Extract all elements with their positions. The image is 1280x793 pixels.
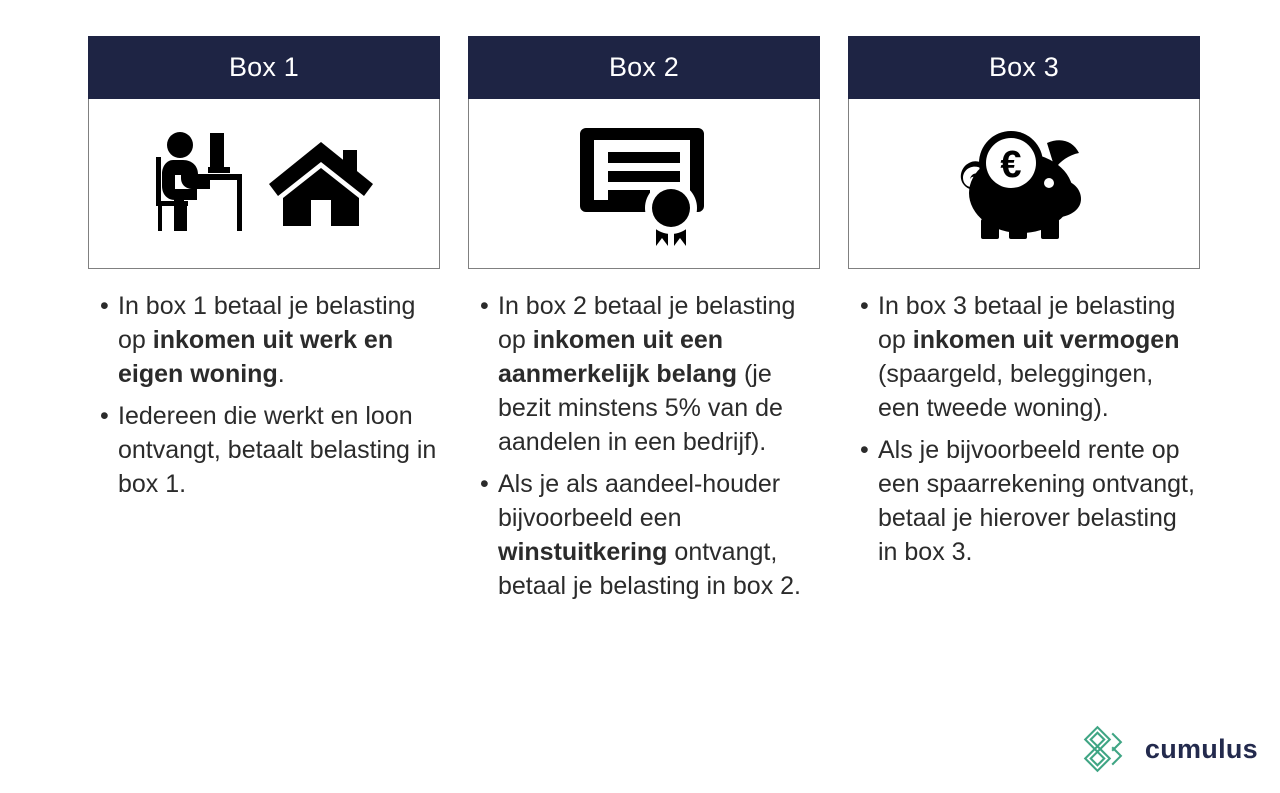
piggy-bank-euro-icon (953, 121, 1095, 247)
box-column-1 (88, 36, 440, 517)
box-bullet-list-1 (88, 289, 440, 501)
bullet-marker-icon: • (480, 292, 489, 320)
bullet-text: Als je bijvoorbeeld rente op een spaarrekening ontvangt, betaal je hierover belasting in box 3. (878, 436, 1195, 566)
bullet-item (88, 399, 440, 501)
bullet-marker-icon: • (100, 402, 109, 430)
bullet-item (848, 289, 1200, 425)
box-icon-group-2 (578, 122, 710, 246)
bullet-text: Als je als aandeel-houder bijvoorbeeld een winstuitkering ontvangt, betaal je belasting in box 2. (498, 470, 801, 600)
bullet-item (468, 289, 820, 459)
box-card-body-2 (468, 99, 820, 269)
box-card-3 (848, 36, 1200, 269)
box-card-body-1 (88, 99, 440, 269)
cumulus-logo (1081, 723, 1258, 775)
box-title-2: Box 2 (608, 52, 680, 82)
box-card-header-3 (848, 36, 1200, 99)
box-title-3: Box 3 (988, 52, 1060, 82)
box-bullet-list-2 (468, 289, 820, 603)
box-bullet-list-3 (848, 289, 1200, 569)
cumulus-logo-mark (1081, 723, 1133, 775)
box-title-1: Box 1 (228, 52, 300, 82)
bullet-marker-icon: • (100, 292, 109, 320)
svg-text:€: € (1000, 143, 1022, 186)
bullet-marker-icon: • (860, 292, 869, 320)
box-icon-group-1 (153, 129, 375, 239)
bullet-text: In box 2 betaal je belasting op inkomen uit een aanmerkelijk belang (je bezit minstens 5% van de aandelen in een bedrijf). (498, 292, 796, 456)
box-card-header-1 (88, 36, 440, 99)
bullet-item (848, 433, 1200, 569)
bullet-text: Iedereen die werkt en loon ontvangt, betaalt belasting in box 1. (118, 402, 437, 498)
box-icon-group-3 (953, 121, 1095, 247)
person-at-desk-icon (153, 129, 249, 239)
box-card-2 (468, 36, 820, 269)
box-card-body-3 (848, 99, 1200, 269)
box-column-2 (468, 36, 820, 619)
house-icon (267, 138, 375, 230)
bullet-marker-icon: • (860, 436, 869, 464)
bullet-text: In box 3 betaal je belasting op inkomen uit vermogen (spaargeld, beleggingen, een tweede woning). (878, 292, 1180, 422)
box-card-header-2 (468, 36, 820, 99)
certificate-icon (578, 122, 710, 246)
bullet-marker-icon: • (480, 470, 489, 498)
box-column-3 (848, 36, 1200, 585)
bullet-item (88, 289, 440, 391)
bullet-text: In box 1 betaal je belasting op inkomen uit werk en eigen woning. (118, 292, 416, 388)
bullet-item (468, 467, 820, 603)
cumulus-wordmark: cumulus (1144, 733, 1258, 764)
box-card-1 (88, 36, 440, 269)
